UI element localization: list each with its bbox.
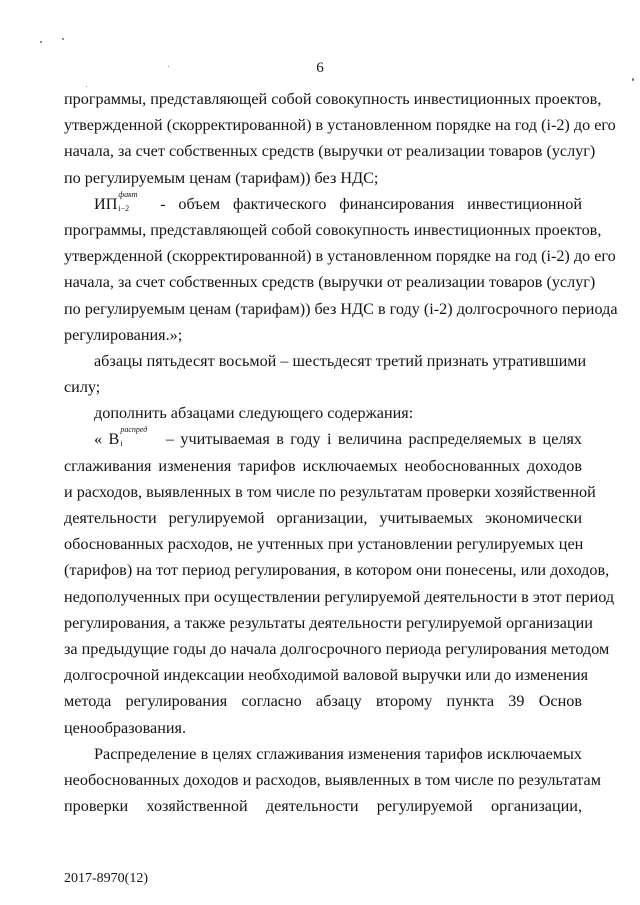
text-line: дополнить абзацами следующего содержания: bbox=[94, 404, 414, 423]
text-line: деятельности регулируемой организации, учитываемых экономически bbox=[64, 509, 582, 527]
text-line: силу; bbox=[64, 378, 101, 397]
text-line: долгосрочной индексации необходимой валовой выручки или до изменения bbox=[64, 666, 589, 685]
text-line: регулирования, а также результаты деятельности регулируемой организации bbox=[64, 613, 593, 632]
formula-line-investment bbox=[64, 191, 582, 217]
formula-superscript: факт bbox=[118, 189, 138, 199]
text-line: проверки хозяйственной деятельности регулируемой организации, bbox=[64, 797, 582, 816]
text-line: начала, за счет собственных средств (выручки от реализации товаров (услуг) bbox=[64, 273, 596, 292]
text-line: абзацы пятьдесят восьмой – шестьдесят третий признать утратившими bbox=[94, 351, 587, 370]
formula-definition: – учитываемая в году i величина распределяемых в целях bbox=[165, 430, 583, 449]
formula-definition: - объем фактического финансирования инвестиционной bbox=[160, 194, 583, 213]
formula-indices bbox=[117, 189, 147, 213]
scan-speck bbox=[40, 41, 42, 43]
text-line: ценообразования. bbox=[64, 718, 187, 737]
text-line: по регулируемым ценам (тарифам)) без НДС; bbox=[64, 168, 379, 187]
formula-symbol bbox=[109, 426, 160, 452]
text-line: утвержденной (скорректированной) в установленном порядке на год (i-2) до его bbox=[64, 116, 616, 135]
open-quote: « bbox=[94, 430, 103, 449]
text-line: Распределение в целях сглаживания изменения тарифов исключаемых bbox=[94, 744, 582, 763]
scan-speck bbox=[62, 38, 64, 40]
text-line: за предыдущие годы до начала долгосрочного периода регулирования методом bbox=[64, 639, 610, 658]
text-line: программы, представляющей собой совокупность инвестиционных проектов, bbox=[64, 220, 602, 239]
text-line: программы, представляющей собой совокупность инвестиционных проектов, bbox=[64, 90, 602, 108]
scan-speck bbox=[168, 66, 169, 67]
text-line: утвержденной (скорректированной) в установленном порядке на год (i-2) до его bbox=[64, 247, 616, 266]
document-footer-code: 2017-8970(12) bbox=[64, 871, 148, 886]
formula-line-distribution bbox=[64, 426, 582, 452]
text-line: метода регулирования согласно абзацу второму пункта 39 Основ bbox=[64, 692, 582, 711]
text-line: сглаживания изменения тарифов исключаемых необоснованных доходов bbox=[64, 456, 582, 475]
formula-symbol-ip: ИП bbox=[94, 194, 118, 213]
body-text bbox=[64, 86, 618, 819]
formula-symbol-b: B bbox=[108, 430, 120, 449]
text-line: по регулируемым ценам (тарифам)) без НДС в году (i-2) долгосрочного периода bbox=[64, 299, 618, 318]
text-line: регулирования.»; bbox=[64, 325, 183, 344]
formula-subscript: i bbox=[120, 439, 123, 449]
text-line: и расходов, выявленных в том числе по результатам проверки хозяйственной bbox=[64, 482, 596, 501]
text-line: необоснованных доходов и расходов, выявленных в том числе по результатам bbox=[64, 770, 601, 789]
scan-speck bbox=[632, 78, 634, 81]
formula-indices bbox=[119, 425, 159, 449]
text-line: обоснованных расходов, не учтенных при установлении регулируемых цен bbox=[64, 535, 584, 554]
text-line: (тарифов) на тот период регулирования, в котором они понесены, или доходов, bbox=[64, 561, 610, 580]
text-line: недополученных при осуществлении регулируемой деятельности в этот период bbox=[64, 587, 615, 606]
formula-subscript: i−2 bbox=[118, 203, 130, 213]
formula-symbol bbox=[94, 191, 147, 217]
formula-superscript: распред bbox=[120, 425, 148, 435]
page-number: 6 bbox=[316, 60, 324, 76]
text-line: начала, за счет собственных средств (выручки от реализации товаров (услуг) bbox=[64, 142, 596, 161]
